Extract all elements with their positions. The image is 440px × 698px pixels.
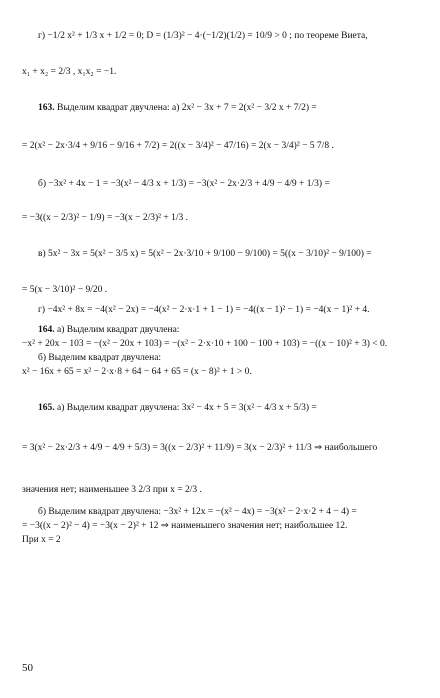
- line-text: = −3((x − 2/3)² − 1/9) = −3(x − 2/3)² + 1/3 .: [22, 213, 188, 223]
- text-line: [38, 326, 179, 336]
- line-text: = −3((x − 2)² − 4) = −3(x − 2)² + 12 ⇒ наименьшего значения нет; наибольшее 12.: [22, 521, 348, 531]
- text-line: [22, 444, 377, 454]
- line-text: в) 5x² − 3x = 5(x² − 3/5 x) = 5(x² − 2x·3/10 + 9/100 − 9/100) = 5((x − 3/10)² − 9/100) =: [38, 249, 372, 259]
- line-text: Выделим квадрат двучлена: а) 2x² − 3x + 7 = 2(x² − 3/2 x + 7/2) =: [54, 103, 317, 113]
- problem-number: 163.: [38, 103, 55, 113]
- text-line: [22, 214, 188, 224]
- text-line: [22, 368, 252, 378]
- line-text: г) −1/2 x² + 1/3 x + 1/2 = 0; D = (1/3)² − 4·(−1/2)(1/2) = 10/9 > 0 ; по теореме Виета,: [38, 31, 368, 41]
- text-line: [22, 536, 61, 546]
- line-text: б) Выделим квадрат двучлена:: [38, 353, 162, 363]
- line-text: а) Выделим квадрат двучлена:: [54, 325, 180, 335]
- text-line: [22, 286, 107, 296]
- page-number: 50: [22, 662, 33, 674]
- text-line: [38, 250, 372, 260]
- line-text: При x = 2: [22, 535, 61, 545]
- line-text: = 5(x − 3/10)² − 9/20 .: [22, 285, 108, 295]
- line-text: а) Выделим квадрат двучлена: 3x² − 4x + 5 = 3(x² − 4/3 x + 5/3) =: [54, 403, 317, 413]
- text-line: [38, 104, 317, 114]
- problem-number: 164.: [38, 325, 55, 335]
- line-text: б) Выделим квадрат двучлена: −3x² + 12x = −(x² − 4x) = −3(x² − 2·x·2 + 4 − 4) =: [38, 507, 357, 517]
- line-text: x₁ + x₂ = 2/3 , x₁x₂ = −1.: [22, 67, 117, 77]
- line-text: значения нет; наименьшее 3 2/3 при x = 2/3 .: [22, 485, 202, 495]
- text-line: [38, 354, 161, 364]
- text-line: [38, 180, 330, 190]
- text-line: [38, 32, 368, 42]
- text-line: [22, 340, 387, 350]
- line-text: −x² + 20x − 103 = −(x² − 20x + 103) = −(x² − 2·x·10 + 100 − 100 + 103) = −((x − 10)² + 3) < 0.: [22, 339, 388, 349]
- text-line: [22, 142, 334, 152]
- line-text: = 3(x² − 2x·2/3 + 4/9 − 4/9 + 5/3) = 3((x − 2/3)² + 11/9) = 3(x − 2/3)² + 11/3 ⇒ наибольшего: [22, 443, 378, 453]
- text-line: [22, 68, 116, 78]
- text-line: [38, 306, 369, 316]
- line-text: б) −3x² + 4x − 1 = −3(x² − 4/3 x + 1/3) = −3(x² − 2x·2/3 + 4/9 − 4/9 + 1/3) =: [38, 179, 330, 189]
- line-text: г) −4x² + 8x = −4(x² − 2x) = −4(x² − 2·x·1 + 1 − 1) = −4((x − 1)² − 1) = −4(x − 1)² + 4.: [38, 305, 370, 315]
- line-text: = 2(x² − 2x·3/4 + 9/16 − 9/16 + 7/2) = 2((x − 3/4)² − 47/16) = 2(x − 3/4)² − 5 7/8 .: [22, 141, 334, 151]
- text-line: [22, 522, 347, 532]
- text-line: [38, 508, 357, 518]
- problem-number: 165.: [38, 403, 55, 413]
- line-text: x² − 16x + 65 = x² − 2·x·8 + 64 − 64 + 65 = (x − 8)² + 1 > 0.: [22, 367, 252, 377]
- text-line: [38, 404, 317, 414]
- text-line: [22, 486, 202, 496]
